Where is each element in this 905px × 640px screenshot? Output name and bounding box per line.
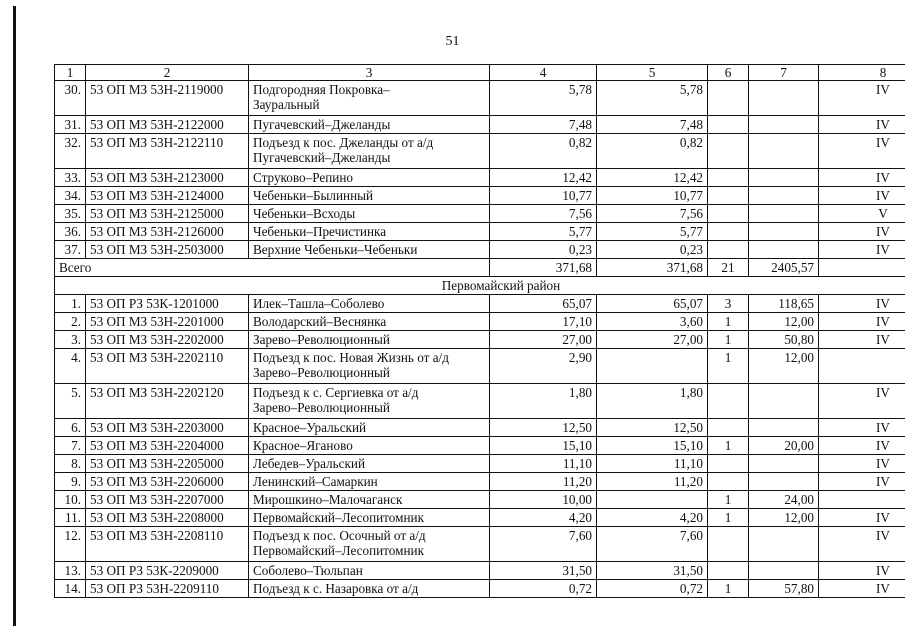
length-total: 5,77 xyxy=(490,223,597,241)
bridges-count xyxy=(708,187,749,205)
road-category: IV xyxy=(819,241,905,259)
section-row xyxy=(55,277,905,295)
length-paved: 31,50 xyxy=(597,562,708,580)
length-total: 65,07 xyxy=(490,295,597,313)
row-number: 10. xyxy=(55,491,86,509)
road-name: Красное–Уральский xyxy=(249,419,490,437)
road-code: 53 ОП МЗ 53Н-2208000 xyxy=(86,509,249,527)
table-row xyxy=(55,205,905,223)
length-paved: 0,72 xyxy=(597,580,708,598)
bridges-length xyxy=(749,169,819,187)
road-category: IV xyxy=(819,473,905,491)
length-paved: 15,10 xyxy=(597,437,708,455)
table-row xyxy=(55,527,905,562)
length-paved: 4,20 xyxy=(597,509,708,527)
road-name: Подъезд к пос. Джеланды от а/д Пугачевский–Джеланды xyxy=(249,134,490,169)
road-name: Подгородняя Покровка– Зауральный xyxy=(249,81,490,116)
table-row xyxy=(55,384,905,419)
length-paved: 65,07 xyxy=(597,295,708,313)
column-header: 6 xyxy=(708,65,749,81)
bridges-count: 1 xyxy=(708,437,749,455)
bridges-count xyxy=(708,223,749,241)
row-number: 31. xyxy=(55,116,86,134)
length-total: 1,80 xyxy=(490,384,597,419)
bridges-length xyxy=(749,205,819,223)
column-header: 7 xyxy=(749,65,819,81)
length-paved: 5,78 xyxy=(597,81,708,116)
road-code: 53 ОП РЗ 53К-1201000 xyxy=(86,295,249,313)
road-category: IV xyxy=(819,437,905,455)
bridges-count xyxy=(708,527,749,562)
bridges-length xyxy=(749,455,819,473)
road-code: 53 ОП МЗ 53Н-2205000 xyxy=(86,455,249,473)
table-row xyxy=(55,349,905,384)
road-code: 53 ОП МЗ 53Н-2119000 xyxy=(86,81,249,116)
column-header: 5 xyxy=(597,65,708,81)
row-number: 13. xyxy=(55,562,86,580)
road-name: Подъезд к пос. Новая Жизнь от а/д Зарево–Революционный xyxy=(249,349,490,384)
section-title: Первомайский район xyxy=(55,277,905,295)
table-row xyxy=(55,473,905,491)
column-header: 1 xyxy=(55,65,86,81)
length-total: 7,56 xyxy=(490,205,597,223)
row-number: 7. xyxy=(55,437,86,455)
road-category: IV xyxy=(819,331,905,349)
length-paved: 7,56 xyxy=(597,205,708,223)
bridges-length xyxy=(749,384,819,419)
bridges-length xyxy=(749,419,819,437)
bridges-count xyxy=(708,134,749,169)
row-number: 8. xyxy=(55,455,86,473)
road-code: 53 ОП МЗ 53Н-2202110 xyxy=(86,349,249,384)
table-row xyxy=(55,562,905,580)
length-paved: 12,50 xyxy=(597,419,708,437)
bridges-count xyxy=(708,169,749,187)
road-category: IV xyxy=(819,580,905,598)
column-header: 8 xyxy=(819,65,905,81)
page-number: 51 xyxy=(445,34,460,49)
table-row xyxy=(55,81,905,116)
road-category: IV xyxy=(819,419,905,437)
road-name: Первомайский–Лесопитомник xyxy=(249,509,490,527)
bridges-count xyxy=(708,384,749,419)
length-paved: 27,00 xyxy=(597,331,708,349)
road-name: Мирошкино–Малочаганск xyxy=(249,491,490,509)
length-paved: 1,80 xyxy=(597,384,708,419)
road-category: IV xyxy=(819,187,905,205)
road-code: 53 ОП МЗ 53Н-2123000 xyxy=(86,169,249,187)
length-total: 7,48 xyxy=(490,116,597,134)
bridges-count: 1 xyxy=(708,313,749,331)
length-total: 0,72 xyxy=(490,580,597,598)
table-row xyxy=(55,331,905,349)
bridges-count: 1 xyxy=(708,491,749,509)
length-paved: 5,77 xyxy=(597,223,708,241)
row-number: 4. xyxy=(55,349,86,384)
road-code: 53 ОП МЗ 53Н-2208110 xyxy=(86,527,249,562)
row-number: 33. xyxy=(55,169,86,187)
row-number: 14. xyxy=(55,580,86,598)
length-total: 17,10 xyxy=(490,313,597,331)
row-number: 36. xyxy=(55,223,86,241)
road-code: 53 ОП МЗ 53Н-2206000 xyxy=(86,473,249,491)
row-number: 6. xyxy=(55,419,86,437)
bridges-length xyxy=(749,81,819,116)
length-paved: 11,10 xyxy=(597,455,708,473)
length-paved: 0,23 xyxy=(597,241,708,259)
length-paved: 12,42 xyxy=(597,169,708,187)
length-total: 5,78 xyxy=(490,81,597,116)
bridges-count: 1 xyxy=(708,331,749,349)
length-paved: 7,48 xyxy=(597,116,708,134)
road-category: V xyxy=(819,205,905,223)
road-code: 53 ОП РЗ 53К-2209000 xyxy=(86,562,249,580)
roads-table xyxy=(54,64,905,598)
bridges-length xyxy=(749,527,819,562)
total-bridges-count: 21 xyxy=(708,259,749,277)
row-number: 34. xyxy=(55,187,86,205)
road-category: IV xyxy=(819,527,905,562)
bridges-length: 12,00 xyxy=(749,349,819,384)
bridges-length: 12,00 xyxy=(749,509,819,527)
table-row xyxy=(55,241,905,259)
length-total: 2,90 xyxy=(490,349,597,384)
bridges-count: 1 xyxy=(708,580,749,598)
bridges-length xyxy=(749,134,819,169)
length-total: 12,42 xyxy=(490,169,597,187)
road-name: Подъезд к пос. Осочный от а/д Первомайский–Лесопитомник xyxy=(249,527,490,562)
table-row xyxy=(55,491,905,509)
road-code: 53 ОП МЗ 53Н-2503000 xyxy=(86,241,249,259)
bridges-count xyxy=(708,419,749,437)
length-total: 27,00 xyxy=(490,331,597,349)
length-paved xyxy=(597,349,708,384)
bridges-count xyxy=(708,116,749,134)
column-header: 2 xyxy=(86,65,249,81)
bridges-count xyxy=(708,205,749,223)
road-code: 53 ОП МЗ 53Н-2202000 xyxy=(86,331,249,349)
row-number: 2. xyxy=(55,313,86,331)
road-code: 53 ОП МЗ 53Н-2207000 xyxy=(86,491,249,509)
total-category xyxy=(819,259,905,277)
road-category: IV xyxy=(819,116,905,134)
bridges-length xyxy=(749,223,819,241)
bridges-length: 12,00 xyxy=(749,313,819,331)
road-code: 53 ОП МЗ 53Н-2203000 xyxy=(86,419,249,437)
bridges-count xyxy=(708,562,749,580)
bridges-length: 24,00 xyxy=(749,491,819,509)
table-row xyxy=(55,223,905,241)
table-row xyxy=(55,509,905,527)
length-paved: 11,20 xyxy=(597,473,708,491)
total-paved: 371,68 xyxy=(597,259,708,277)
table-row xyxy=(55,134,905,169)
row-number: 5. xyxy=(55,384,86,419)
table-row xyxy=(55,455,905,473)
column-header: 4 xyxy=(490,65,597,81)
length-total: 10,00 xyxy=(490,491,597,509)
road-name: Верхние Чебеньки–Чебеньки xyxy=(249,241,490,259)
column-number-header-row xyxy=(55,65,905,81)
road-category: IV xyxy=(819,81,905,116)
road-name: Подъезд к с. Сергиевка от а/д Зарево–Революционный xyxy=(249,384,490,419)
table-row xyxy=(55,187,905,205)
road-category: IV xyxy=(819,295,905,313)
total-label: Всего xyxy=(55,259,490,277)
total-bridges-length: 2405,57 xyxy=(749,259,819,277)
length-total: 31,50 xyxy=(490,562,597,580)
road-category: IV xyxy=(819,313,905,331)
road-category: IV xyxy=(819,509,905,527)
total-length: 371,68 xyxy=(490,259,597,277)
left-margin-rule xyxy=(13,6,16,626)
road-name: Володарский–Веснянка xyxy=(249,313,490,331)
road-name: Ленинский–Самаркин xyxy=(249,473,490,491)
road-code: 53 ОП МЗ 53Н-2202120 xyxy=(86,384,249,419)
bridges-length xyxy=(749,187,819,205)
road-name: Чебеньки–Былинный xyxy=(249,187,490,205)
road-code: 53 ОП МЗ 53Н-2122110 xyxy=(86,134,249,169)
bridges-length xyxy=(749,562,819,580)
length-total: 7,60 xyxy=(490,527,597,562)
bridges-count xyxy=(708,455,749,473)
length-total: 11,10 xyxy=(490,455,597,473)
bridges-length xyxy=(749,241,819,259)
length-paved: 10,77 xyxy=(597,187,708,205)
road-category: IV xyxy=(819,169,905,187)
row-number: 35. xyxy=(55,205,86,223)
road-code: 53 ОП МЗ 53Н-2126000 xyxy=(86,223,249,241)
road-name: Соболево–Тюльпан xyxy=(249,562,490,580)
road-name: Струково–Репино xyxy=(249,169,490,187)
length-total: 15,10 xyxy=(490,437,597,455)
road-name: Чебеньки–Всходы xyxy=(249,205,490,223)
bridges-count xyxy=(708,241,749,259)
road-code: 53 ОП МЗ 53Н-2201000 xyxy=(86,313,249,331)
row-number: 12. xyxy=(55,527,86,562)
road-name: Зарево–Революционный xyxy=(249,331,490,349)
length-total: 4,20 xyxy=(490,509,597,527)
road-category xyxy=(819,491,905,509)
row-number: 3. xyxy=(55,331,86,349)
length-paved xyxy=(597,491,708,509)
length-total: 10,77 xyxy=(490,187,597,205)
table-row xyxy=(55,169,905,187)
total-row xyxy=(55,259,905,277)
bridges-count: 1 xyxy=(708,349,749,384)
bridges-length xyxy=(749,116,819,134)
road-category xyxy=(819,349,905,384)
length-paved: 7,60 xyxy=(597,527,708,562)
length-paved: 3,60 xyxy=(597,313,708,331)
column-header: 3 xyxy=(249,65,490,81)
bridges-count: 1 xyxy=(708,509,749,527)
bridges-count: 3 xyxy=(708,295,749,313)
road-code: 53 ОП МЗ 53Н-2124000 xyxy=(86,187,249,205)
road-category: IV xyxy=(819,384,905,419)
table-row xyxy=(55,295,905,313)
table-row xyxy=(55,419,905,437)
table-row xyxy=(55,580,905,598)
length-total: 0,23 xyxy=(490,241,597,259)
road-name: Чебеньки–Пречистинка xyxy=(249,223,490,241)
length-paved: 0,82 xyxy=(597,134,708,169)
bridges-length: 20,00 xyxy=(749,437,819,455)
row-number: 37. xyxy=(55,241,86,259)
bridges-length xyxy=(749,473,819,491)
road-code: 53 ОП РЗ 53Н-2209110 xyxy=(86,580,249,598)
table-row xyxy=(55,116,905,134)
road-name: Пугачевский–Джеланды xyxy=(249,116,490,134)
road-name: Лебедев–Уральский xyxy=(249,455,490,473)
row-number: 30. xyxy=(55,81,86,116)
road-name: Подъезд к с. Назаровка от а/д xyxy=(249,580,490,598)
row-number: 32. xyxy=(55,134,86,169)
road-category: IV xyxy=(819,455,905,473)
road-category: IV xyxy=(819,134,905,169)
road-name: Красное–Ягановo xyxy=(249,437,490,455)
length-total: 0,82 xyxy=(490,134,597,169)
bridges-length: 118,65 xyxy=(749,295,819,313)
row-number: 9. xyxy=(55,473,86,491)
table-row xyxy=(55,313,905,331)
road-category: IV xyxy=(819,562,905,580)
row-number: 1. xyxy=(55,295,86,313)
bridges-count xyxy=(708,473,749,491)
bridges-length: 50,80 xyxy=(749,331,819,349)
length-total: 11,20 xyxy=(490,473,597,491)
road-code: 53 ОП МЗ 53Н-2125000 xyxy=(86,205,249,223)
length-total: 12,50 xyxy=(490,419,597,437)
bridges-length: 57,80 xyxy=(749,580,819,598)
road-code: 53 ОП МЗ 53Н-2122000 xyxy=(86,116,249,134)
bridges-count xyxy=(708,81,749,116)
table-body xyxy=(55,65,905,598)
row-number: 11. xyxy=(55,509,86,527)
road-name: Илек–Ташла–Соболево xyxy=(249,295,490,313)
table-row xyxy=(55,437,905,455)
road-code: 53 ОП МЗ 53Н-2204000 xyxy=(86,437,249,455)
road-category: IV xyxy=(819,223,905,241)
